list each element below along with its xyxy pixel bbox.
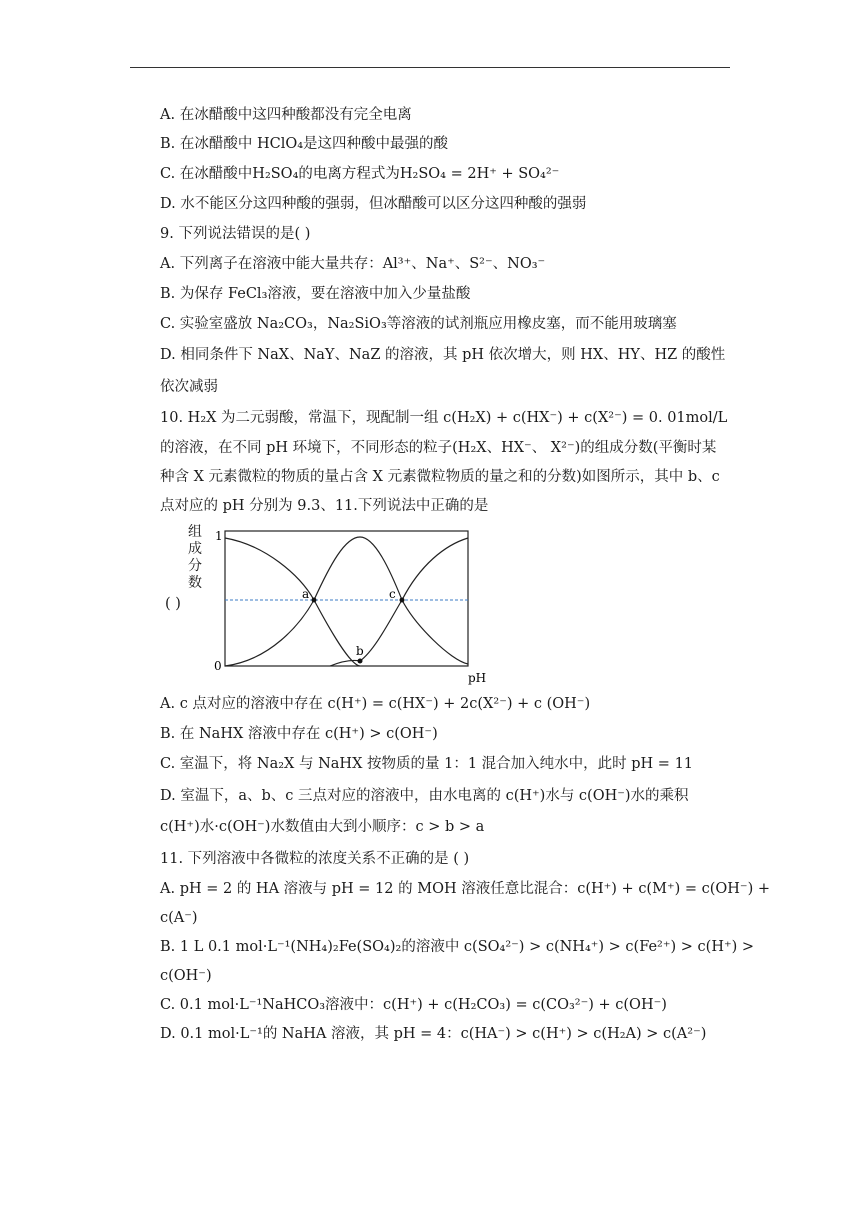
option-b-q11: B. 1 L 0.1 mol·L⁻¹(NH₄)₂Fe(SO₄)₂的溶液中 c(SO₄²⁻) > c(NH₄⁺) > c(Fe²⁺) > c(H⁺) > [160, 939, 755, 955]
option-d-q10: D. 室温下，a、b、c 三点对应的溶液中，由水电离的 c(H⁺)水与 c(OH⁻)水的乘积 [160, 788, 689, 804]
y-tick-0: 0 [214, 659, 222, 673]
option-a-q10: A. c 点对应的溶液中存在 c(H⁺) = c(HX⁻) + 2c(X²⁻) + c (OH⁻) [160, 696, 591, 712]
option-a-q11: A. pH = 2 的 HA 溶液与 pH = 12 的 MOH 溶液任意比混合：c(H⁺) + c(M⁺) = c(OH⁻) + [160, 881, 770, 897]
option-a-q8: A. 在冰醋酸中这四种酸都没有完全电离 [160, 107, 412, 123]
question-11: 11. 下列溶液中各微粒的浓度关系不正确的是 ( ) [160, 851, 470, 867]
y-label-char: 成 [188, 541, 202, 557]
distribution-figure [170, 522, 500, 687]
option-d-q10-cont: c(H⁺)水·c(OH⁻)水数值由大到小顺序：c > b > a [160, 819, 485, 835]
option-d-q8: D. 水不能区分这四种酸的强弱，但冰醋酸可以区分这四种酸的强弱 [160, 196, 587, 212]
point-a-marker [312, 598, 317, 603]
question-10-line3: 种含 X 元素微粒的物质的量占含 X 元素微粒物质的量之和的分数)如图所示，其中 b、c [160, 469, 720, 485]
x2-curve [330, 538, 468, 666]
option-b-q9: B. 为保存 FeCl₃溶液，要在溶液中加入少量盐酸 [160, 286, 471, 302]
h2x-curve [225, 538, 360, 666]
answer-paren: ( ) [165, 596, 181, 612]
option-b-q11-cont: c(OH⁻) [160, 968, 212, 984]
point-c-label: c [389, 587, 396, 601]
option-b-q8: B. 在冰醋酸中 HClO₄是这四种酸中最强的酸 [160, 136, 449, 152]
option-a-q11-cont: c(A⁻) [160, 910, 198, 926]
option-c-q11: C. 0.1 mol·L⁻¹NaHCO₃溶液中：c(H⁺) + c(H₂CO₃) = c(CO₃²⁻) + c(OH⁻) [160, 997, 667, 1013]
point-a-label: a [302, 587, 310, 601]
point-b-marker [358, 659, 363, 664]
option-c-q8: C. 在冰醋酸中H₂SO₄的电离方程式为H₂SO₄ = 2H⁺ + SO₄²⁻ [160, 166, 560, 182]
y-label-char: 分 [188, 558, 202, 574]
option-a-q9: A. 下列离子在溶液中能大量共存：Al³⁺、Na⁺、S²⁻、NO₃⁻ [160, 256, 546, 272]
header-rule [130, 67, 730, 68]
y-label-char: 数 [188, 575, 202, 591]
hx-curve [225, 537, 468, 666]
question-10-line1: 10. H₂X 为二元弱酸，常温下，现配制一组 c(H₂X) + c(HX⁻) + c(X²⁻) = 0. 01mol/L [160, 410, 728, 426]
option-c-q10: C. 室温下，将 Na₂X 与 NaHX 按物质的量 1：1 混合加入纯水中，此时 pH = 11 [160, 756, 694, 772]
question-10-line2: 的溶液，在不同 pH 环境下，不同形态的粒子(H₂X、HX⁻、 X²⁻)的组成分数(平衡时某 [160, 440, 717, 456]
point-c-marker [400, 598, 405, 603]
point-b-label: b [356, 644, 364, 658]
y-label-char: 组 [188, 524, 202, 540]
option-c-q9: C. 实验室盛放 Na₂CO₃，Na₂SiO₃等溶液的试剂瓶应用橡皮塞，而不能用玻璃塞 [160, 316, 677, 332]
option-d-q9-cont: 依次减弱 [160, 379, 218, 395]
option-d-q11: D. 0.1 mol·L⁻¹的 NaHA 溶液，其 pH = 4：c(HA⁻) > c(H⁺) > c(H₂A) > c(A²⁻) [160, 1026, 707, 1042]
y-tick-1: 1 [215, 529, 223, 543]
x-axis-label: pH [468, 671, 487, 685]
question-10-line4: 点对应的 pH 分别为 9.3、11.下列说法中正确的是 [160, 498, 489, 514]
question-9: 9. 下列说法错误的是( ) [160, 226, 311, 242]
option-d-q9: D. 相同条件下 NaX、NaY、NaZ 的溶液，其 pH 依次增大，则 HX、HY、HZ 的酸性 [160, 347, 726, 363]
option-b-q10: B. 在 NaHX 溶液中存在 c(H⁺) > c(OH⁻) [160, 726, 438, 742]
